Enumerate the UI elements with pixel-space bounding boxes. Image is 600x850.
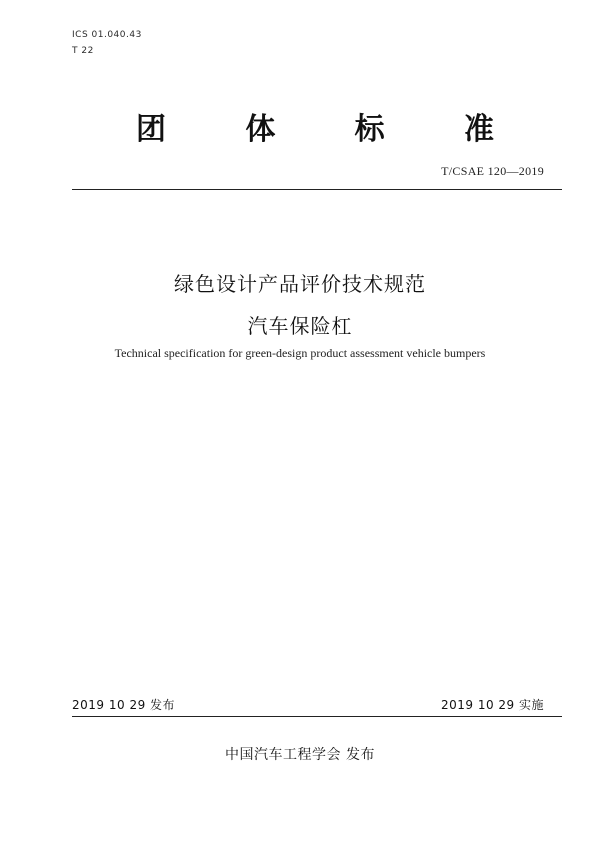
header-divider <box>72 189 562 190</box>
document-title: 绿色设计产品评价技术规范 <box>174 272 426 296</box>
standard-type-char: 标 <box>354 112 385 147</box>
footer-divider <box>72 716 562 717</box>
standard-type-char: 团 <box>136 112 166 147</box>
issue-date: 2019 10 29 发布 <box>72 698 176 712</box>
standard-type-char: 体 <box>245 112 276 147</box>
standard-number: T/CSAE 120—2019 <box>441 164 544 178</box>
document-title-english: Technical specification for green-design product assessment vehicle bumpers <box>114 346 486 360</box>
publisher: 中国汽车工程学会 发布 <box>225 747 375 763</box>
document-subtitle: 汽车保险杠 <box>247 314 353 338</box>
implementation-date: 2019 10 29 实施 <box>440 698 544 712</box>
standard-type-heading <box>60 104 540 148</box>
ics-code: ICS 01.040.43 <box>72 30 142 40</box>
classification-code: T 22 <box>72 46 94 56</box>
standard-type-char: 准 <box>463 112 494 147</box>
